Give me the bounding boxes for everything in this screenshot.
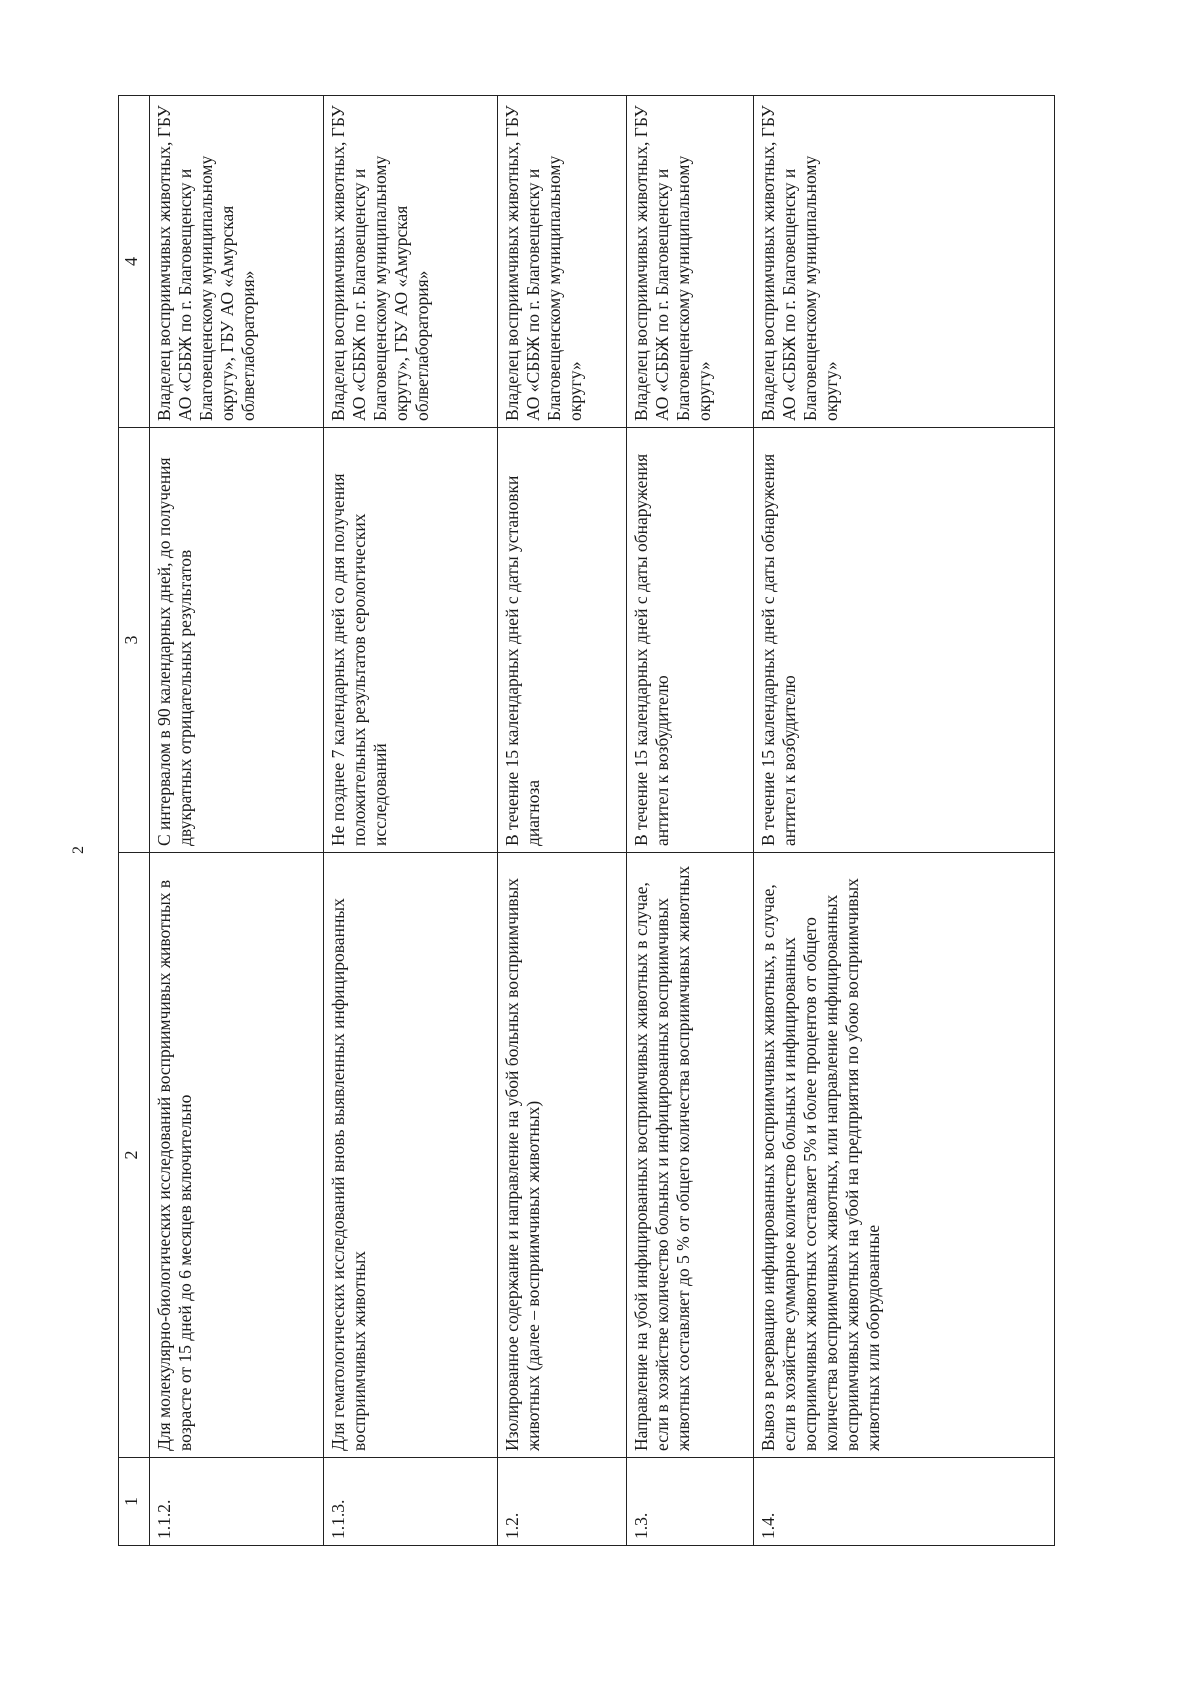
term-cell: В течение 15 календарных дней с даты обнаружения антител к возбудителю <box>754 428 1055 853</box>
responsible-cell: Владелец восприимчивых животных, ГБУ АО «СББЖ по г. Благовещенску и Благовещенскому муниципальному округу» <box>754 96 1055 428</box>
measure-cell: Для гематологических исследований вновь выявленных инфицированных восприимчивых животных <box>324 853 498 1458</box>
measures-table <box>118 95 1055 1546</box>
table-row <box>627 96 754 1546</box>
term-cell: Не позднее 7 календарных дней со дня получения положительных результатов серологических исследований <box>324 428 498 853</box>
term-cell: В течение 15 календарных дней с даты обнаружения антител к возбудителю <box>627 428 754 853</box>
responsible-cell: Владелец восприимчивых животных, ГБУ АО «СББЖ по г. Благовещенску и Благовещенскому муниципальному округу», ГБУ АО «Амурская облветлаборатория» <box>324 96 498 428</box>
measure-cell: Изолированное содержание и направление на убой больных восприимчивых животных (далее – восприимчивых животных) <box>498 853 627 1458</box>
row-number-cell: 1.1.3. <box>324 1458 498 1546</box>
column-number-4: 4 <box>119 96 150 428</box>
measure-cell: Направление на убой инфицированных восприимчивых животных в случае, если в хозяйстве количество больных и инфицированных восприимчивых животных составляет до 5 % от общего количества восприимчивых животных <box>627 853 754 1458</box>
row-number-cell: 1.2. <box>498 1458 627 1546</box>
table-row <box>498 96 627 1546</box>
table-header-row <box>119 96 150 1546</box>
row-number-cell: 1.4. <box>754 1458 1055 1546</box>
responsible-cell: Владелец восприимчивых животных, ГБУ АО «СББЖ по г. Благовещенску и Благовещенскому муниципальному округу», ГБУ АО «Амурская облветлаборатория» <box>150 96 324 428</box>
term-cell: В течение 15 календарных дней с даты установки диагноза <box>498 428 627 853</box>
column-number-3: 3 <box>119 428 150 853</box>
measure-cell: Для молекулярно-биологических исследований восприимчивых животных в возрасте от 15 дней до 6 месяцев включительно <box>150 853 324 1458</box>
table-row <box>324 96 498 1546</box>
column-number-1: 1 <box>119 1458 150 1546</box>
column-number-2: 2 <box>119 853 150 1458</box>
responsible-cell: Владелец восприимчивых животных, ГБУ АО «СББЖ по г. Благовещенску и Благовещенскому муниципальному округу» <box>627 96 754 428</box>
row-number-cell: 1.1.2. <box>150 1458 324 1546</box>
measure-cell: Вывоз в резервацию инфицированных восприимчивых животных, в случае, если в хозяйстве суммарное количество больных и инфицированных восприимчивых животных составляет 5% и более процентов от общего количества восприимчивых животных, или направление инфицированных восприимчивых животных на убой на предприятия по убою восприимчивых животных или оборудованные <box>754 853 1055 1458</box>
rotated-table-area <box>118 96 1048 1546</box>
responsible-cell: Владелец восприимчивых животных, ГБУ АО «СББЖ по г. Благовещенску и Благовещенскому муниципальному округу» <box>498 96 627 428</box>
table-row <box>150 96 324 1546</box>
page-number: 2 <box>70 846 87 854</box>
row-number-cell: 1.3. <box>627 1458 754 1546</box>
term-cell: С интервалом в 90 календарных дней, до получения двукратных отрицательных результатов <box>150 428 324 853</box>
table-row <box>754 96 1055 1546</box>
